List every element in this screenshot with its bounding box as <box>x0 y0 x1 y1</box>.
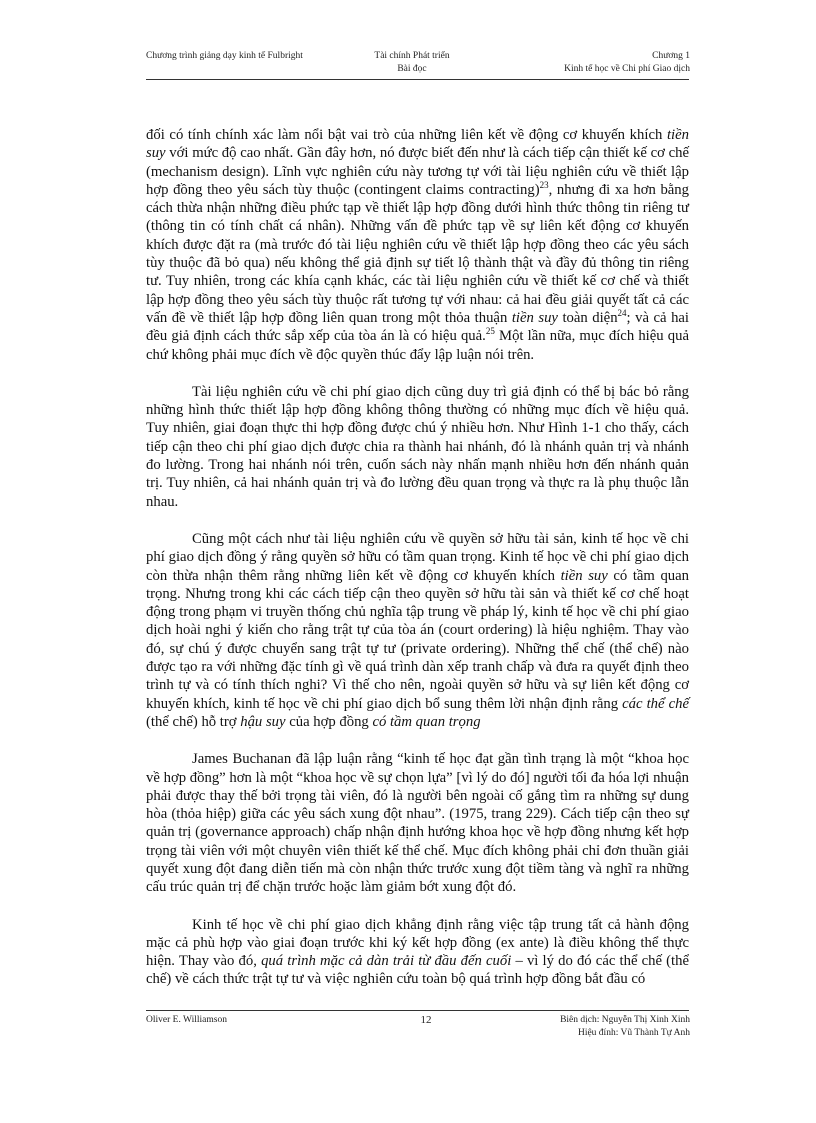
p1-text-a: đối có tính chính xác làm nổi bật vai trò của những liên kết về động cơ khuyến khích <box>146 127 667 143</box>
p1-text-h: Một lần nữa, mục đích hiệu quả chứ không phải mục đích về độc quyền thúc đẩy lập luận nói trên. <box>146 328 689 363</box>
p5-italic-phrase: quá trình mặc cả dàn trải từ đầu đến cuối <box>261 953 512 970</box>
header-program-name: Chương trình giảng dạy kinh tế Fulbright <box>146 51 303 61</box>
page-header <box>0 50 816 80</box>
p3-italic-hau-suy: hậu suy <box>240 713 286 730</box>
header-chapter-number: Chương 1 <box>652 51 690 61</box>
footer-translator: Biên dịch: Nguyễn Thị Xinh Xinh <box>560 1015 690 1025</box>
footnote-ref-24[interactable]: 24 <box>617 308 627 319</box>
p3-italic-cac-the-che: các thể chế <box>622 695 689 712</box>
p3-text-e: (thể chế) hỗ trợ <box>146 713 241 730</box>
paragraph-1 <box>146 126 689 364</box>
paragraph-2: Tài liệu nghiên cứu về chi phí giao dịch cũng duy trì giả định có thể bị bác bỏ rằng những hình thức thiết lập hợp đồng không thông thường có những mục đích về hiệu quả. Tuy nhiên, giai đoạn thực thi hợp đồng được chú ý nhiều hơn. Như Hình 1-1 cho thấy, cách tiếp cận theo chi phí giao dịch được chia ra thành hai nhánh, đó là nhánh quản trị và nhánh đo lường. Trong hai nhánh nói trên, cuốn sách này nhấn mạnh nhiều hơn đến nhánh quản trị. Tuy nhiên, cả hai nhánh quản trị và đo lường đều quan trọng và thực ra là phụ thuộc lẫn nhau. <box>146 383 689 510</box>
header-chapter-title: Kinh tế học về Chi phí Giao dịch <box>564 64 690 74</box>
p1-text-g: ; và cả hai đều giả định cách thức sắp xếp của tòa án là có hiệu quả. <box>146 309 690 345</box>
header-course-title: Tài chính Phát triển <box>374 51 450 61</box>
document-body <box>146 126 689 1008</box>
header-divider <box>146 79 689 80</box>
page-number: 12 <box>420 1014 432 1026</box>
footnote-ref-23[interactable]: 23 <box>539 180 549 190</box>
footer-divider <box>146 1010 689 1011</box>
p3-italic-tien-suy: tiền suy <box>560 567 608 584</box>
p1-text-c: với mức độ cao nhất. Gần đây hơn, nó được biết đến như là cách tiếp cận thiết kế cơ chế (mechanism design). Lĩnh vực nghiên cứu này tương tự với tài liệu nghiên cứu về thiết lập hợp đồng theo yêu sách tùy thuộc (contingent claims contracting) <box>146 145 689 198</box>
p5-text-c: – vì lý do đó các thể chế (thể chế) về cách thức trật tự tư và việc nghiên cứu toàn bộ quá trình hợp đồng bắt đầu có <box>146 953 689 988</box>
paragraph-3 <box>146 530 689 731</box>
p3-italic-co-tam-quan-trong: có tầm quan trọng <box>372 713 481 730</box>
p3-text-a: Cũng một cách như tài liệu nghiên cứu về quyền sở hữu tài sản, kinh tế học về chi phí giao dịch đồng ý rằng quyền sở hữu có tầm quan trọng. Kinh tế học về chi phí giao dịch còn thừa nhận thêm rằng những liên kết về động cơ khuyến khích <box>146 530 689 584</box>
header-reading-label: Bài đọc <box>397 64 427 74</box>
p1-text-d: , nhưng đi xa hơn bằng cách thừa nhận những điều phức tạp về thiết lập hợp đồng dưới hình thức thông tin riêng tư (thông tin có tính chất cá nhân). Những vấn đề phức tạp về sự liên kết động cơ khuyến khích được đặt ra (mà trước đó tài liệu nghiên cứu về thiết lập hợp đồng theo các yêu sách tùy thuộc đã bỏ qua) nếu không thể giả định sự tiết lộ thành thật và đầy đủ thông tin riêng tư. Tuy nhiên, trong các khía cạnh khác, các tài liệu nghiên cứu về thiết kế cơ chế và thiết lập hợp đồng theo yêu sách tùy thuộc rất tương tự với nhau: cả hai đều giải quyết tất cả các vấn đề về thiết lập hợp đồng liên quan trong một thỏa thuận <box>146 181 689 326</box>
p1-italic-tien-suy-2: tiền suy <box>511 309 558 326</box>
paragraph-4: James Buchanan đã lập luận rằng “kinh tế học đạt gần tình trạng là một “khoa học về hợp đồng” hơn là một “khoa học về sự chọn lựa” [vì lý do đó] người tối đa hóa lợi nhuận phải được thay thế bởi trọng tài viên, đó là người bên ngoài cố gắng tìm ra những sự dung hòa (thỏa hiệp) giữa các yêu sách xung đột nhau”. (1975, trang 229). Cách tiếp cận theo sự quản trị (governance approach) chấp nhận định hướng khoa học về hợp đồng nhưng kết hợp trọng tài viên với một chuyên viên thiết kế thể chế. Mục đích không phải chỉ đơn thuần giải quyết xung đột đang diễn tiến mà còn nhận thức trước xung đột tiềm tàng và nghĩ ra những cấu trúc quản trị để chặn trước hoặc làm giảm bớt xung đột đó. <box>146 751 689 896</box>
footnote-ref-25[interactable]: 25 <box>485 326 495 337</box>
p5-text-a: Kinh tế học về chi phí giao dịch khẳng định rằng việc tập trung tất cả hành động mặc cả phù hợp vào giai đoạn trước khi ký kết hợp đồng (ex ante) là điều không thể thực hiện. Thay vào đó, <box>146 916 689 970</box>
footer-editor: Hiệu đính: Vũ Thành Tự Anh <box>577 1028 690 1038</box>
header-course-info <box>340 50 484 76</box>
footer-author: Oliver E. Williamson <box>146 1015 227 1025</box>
p3-text-g: của hợp đồng <box>285 713 373 730</box>
p1-text-f: toàn diện <box>557 309 618 326</box>
p1-italic-tien-suy: tiền suy <box>146 127 689 162</box>
footer-credits <box>560 1014 690 1040</box>
paragraph-5 <box>146 916 689 989</box>
header-chapter-info <box>564 50 690 76</box>
p3-text-c: có tầm quan trọng. Nhưng trong khi các cách tiếp cận theo quyền sở hữu tài sản và thiết kế cơ chế hoạt động trong phạm vi truyền thống chủ nghĩa tập trung về pháp lý, kinh tế học về chi phí giao dịch hoài nghi ý kiến cho rằng trật tự của tòa án (court ordering) là hiệu nghiệm. Thay vào đó, sự chú ý được chuyển sang trật tự tư (private ordering). Những thể chế (thể chế) nào được tạo ra với những đặc tính gì về quá trình dàn xếp tranh chấp và đưa ra quyết định theo trình tự và có tính thích nghi? Vì thế cho nên, ngoài quyền sở hữu và sự liên kết động cơ khuyến khích, kinh tế học về chi phí giao dịch bổ sung thêm lời nhận định rằng <box>146 567 690 712</box>
